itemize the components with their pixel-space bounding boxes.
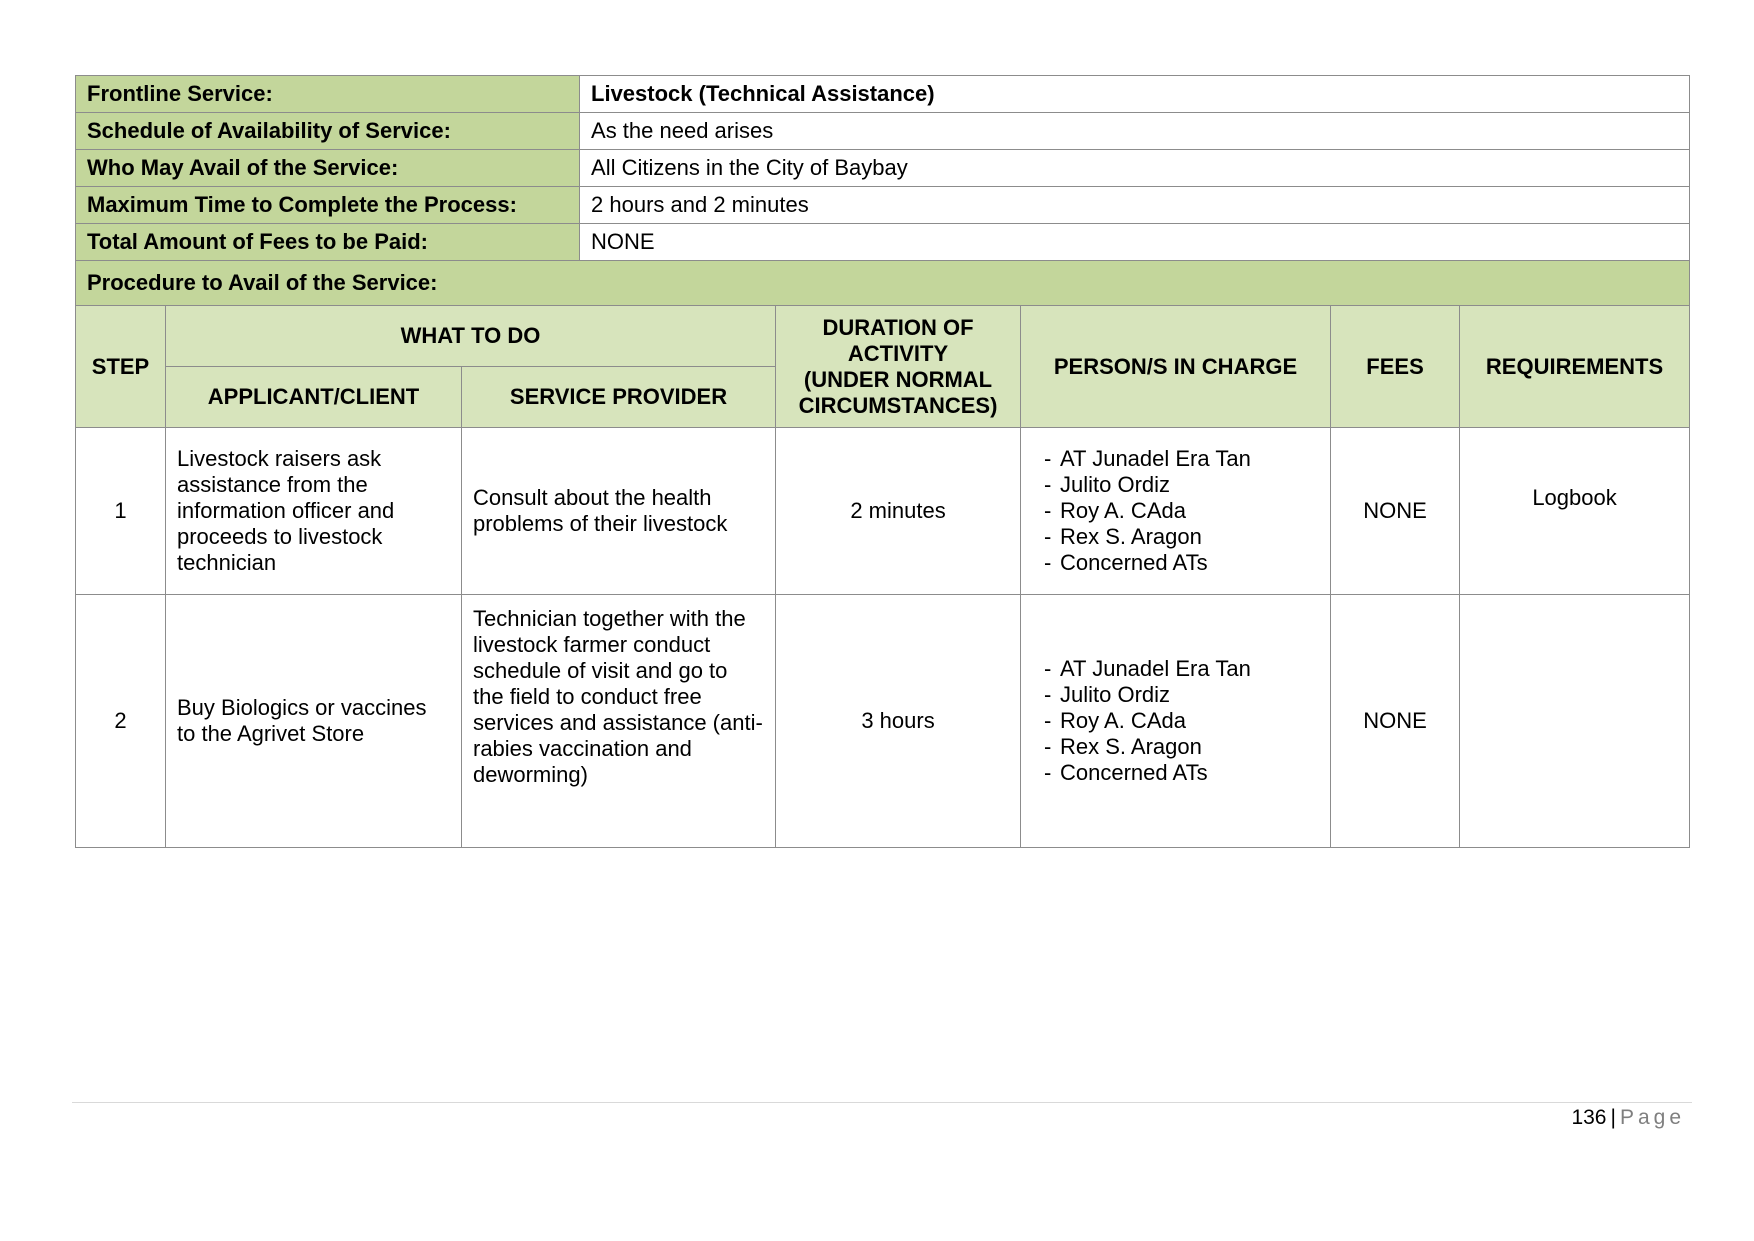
- person-item: - Julito Ordiz: [1044, 682, 1319, 708]
- step-cell: 1: [76, 428, 166, 595]
- info-value: As the need arises: [580, 113, 1690, 150]
- info-value: Livestock (Technical Assistance): [580, 76, 1690, 113]
- step-cell: 2: [76, 595, 166, 848]
- person-item: - AT Junadel Era Tan: [1044, 446, 1319, 472]
- page-word: Page: [1619, 1106, 1685, 1129]
- info-row-schedule: [76, 113, 1690, 150]
- applicant-cell: Buy Biologics or vaccines to the Agrivet Store: [166, 595, 462, 848]
- info-label: Frontline Service:: [76, 76, 580, 113]
- info-label: Schedule of Availability of Service:: [76, 113, 580, 150]
- person-item: - AT Junadel Era Tan: [1044, 656, 1319, 682]
- requirements-cell: [1460, 595, 1690, 848]
- column-header-row-1: [76, 306, 1690, 367]
- person-item: - Rex S. Aragon: [1044, 734, 1319, 760]
- provider-text: Technician together with the livestock farmer conduct schedule of visit and go to the field to conduct free services and assistance (anti-rabies vaccination and deworming): [473, 606, 763, 787]
- person-item: - Concerned ATs: [1044, 760, 1319, 786]
- duration-header-line: ACTIVITY: [847, 340, 949, 366]
- duration-header-line: (UNDER NORMAL: [803, 366, 993, 392]
- info-label: Maximum Time to Complete the Process:: [76, 187, 580, 224]
- persons-header: PERSON/S IN CHARGE: [1021, 306, 1331, 428]
- provider-cell: Consult about the health problems of their livestock: [462, 428, 776, 595]
- footer-separator: |: [1610, 1106, 1616, 1129]
- table-row: [76, 595, 1690, 848]
- info-value: 2 hours and 2 minutes: [580, 187, 1690, 224]
- applicant-header: APPLICANT/CLIENT: [166, 367, 462, 428]
- requirements-header: REQUIREMENTS: [1460, 306, 1690, 428]
- provider-cell: [462, 595, 776, 848]
- footer-rule: [72, 1102, 1692, 1103]
- duration-header-line: CIRCUMSTANCES): [798, 392, 998, 418]
- table-row: [76, 428, 1690, 595]
- fees-cell: NONE: [1331, 595, 1460, 848]
- what-to-do-header: WHAT TO DO: [166, 306, 776, 367]
- duration-cell: 3 hours: [776, 595, 1021, 848]
- fees-cell: NONE: [1331, 428, 1460, 595]
- person-item: - Rex S. Aragon: [1044, 524, 1319, 550]
- page-number: 136: [1571, 1106, 1607, 1129]
- duration-header-line: DURATION OF: [822, 314, 974, 340]
- info-value: All Citizens in the City of Baybay: [580, 150, 1690, 187]
- person-item: - Roy A. CAda: [1044, 498, 1319, 524]
- persons-list: [1032, 656, 1319, 786]
- applicant-cell: Livestock raisers ask assistance from the information officer and proceeds to livestock technician: [166, 428, 462, 595]
- requirements-text: Logbook: [1532, 485, 1617, 510]
- info-label: Who May Avail of the Service:: [76, 150, 580, 187]
- info-row-total-fees: [76, 224, 1690, 261]
- requirements-cell: [1460, 428, 1690, 595]
- persons-cell: [1021, 595, 1331, 848]
- page-footer: [1571, 1106, 1685, 1130]
- duration-cell: 2 minutes: [776, 428, 1021, 595]
- duration-header: [776, 306, 1021, 428]
- citizens-charter-table: [75, 75, 1690, 848]
- info-row-max-time: [76, 187, 1690, 224]
- procedure-label: Procedure to Avail of the Service:: [76, 261, 1690, 306]
- person-item: - Roy A. CAda: [1044, 708, 1319, 734]
- info-label: Total Amount of Fees to be Paid:: [76, 224, 580, 261]
- person-item: - Julito Ordiz: [1044, 472, 1319, 498]
- info-row-frontline-service: [76, 76, 1690, 113]
- provider-header: SERVICE PROVIDER: [462, 367, 776, 428]
- info-row-who-may-avail: [76, 150, 1690, 187]
- persons-list: [1032, 446, 1319, 576]
- persons-cell: [1021, 428, 1331, 595]
- person-item: - Concerned ATs: [1044, 550, 1319, 576]
- fees-header: FEES: [1331, 306, 1460, 428]
- info-value: NONE: [580, 224, 1690, 261]
- step-header: STEP: [76, 306, 166, 428]
- procedure-row: [76, 261, 1690, 306]
